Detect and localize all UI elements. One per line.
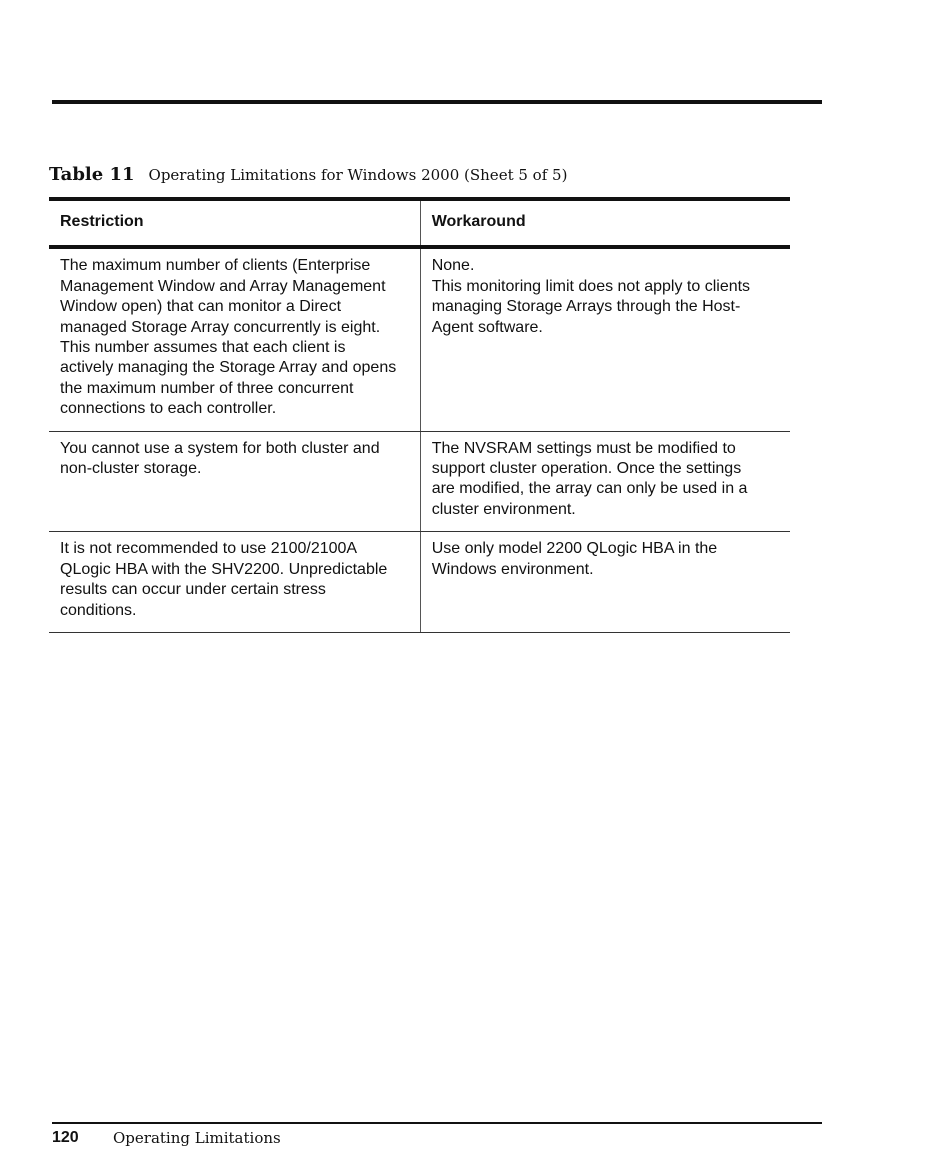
column-header-workaround: Workaround bbox=[420, 199, 790, 247]
table-row bbox=[49, 532, 790, 633]
cell-line: It is not recommended to use 2100/2100A bbox=[60, 540, 358, 558]
header-rule bbox=[52, 100, 822, 104]
cell-line: the maximum number of three concurrent bbox=[60, 379, 354, 397]
cell-line: non-cluster storage. bbox=[60, 460, 202, 478]
cell-line: managing Storage Arrays through the Host- bbox=[431, 298, 741, 316]
cell-line: None. bbox=[431, 257, 475, 275]
cell-line: Windows environment. bbox=[431, 560, 594, 578]
page-number: 120 bbox=[52, 1129, 79, 1146]
cell-line: connections to each controller. bbox=[60, 400, 277, 418]
table-row bbox=[49, 431, 790, 532]
workaround-cell bbox=[420, 532, 790, 633]
cell-line: Agent software. bbox=[431, 318, 543, 336]
cell-line: results can occur under certain stress bbox=[60, 581, 326, 599]
cell-line: You cannot use a system for both cluster and bbox=[60, 439, 380, 457]
restriction-cell bbox=[49, 247, 420, 431]
footer-rule bbox=[52, 1122, 822, 1124]
restriction-cell bbox=[49, 532, 420, 633]
table-header-row bbox=[49, 199, 790, 247]
workaround-cell bbox=[420, 247, 790, 431]
column-header-restriction: Restriction bbox=[49, 199, 420, 247]
cell-line: cluster environment. bbox=[431, 500, 576, 518]
table-caption bbox=[49, 164, 567, 185]
cell-line: This number assumes that each client is bbox=[60, 339, 346, 357]
operating-limitations-table bbox=[49, 197, 790, 633]
cell-line: The maximum number of clients (Enterprise bbox=[60, 257, 371, 275]
restriction-cell bbox=[49, 431, 420, 532]
cell-line: Use only model 2200 QLogic HBA in the bbox=[431, 540, 718, 558]
cell-line: managed Storage Array concurrently is eight. bbox=[60, 318, 381, 336]
cell-line: actively managing the Storage Array and opens bbox=[60, 359, 397, 377]
workaround-cell bbox=[420, 431, 790, 532]
cell-line: support cluster operation. Once the settings bbox=[431, 460, 742, 478]
cell-line: This monitoring limit does not apply to clients bbox=[431, 277, 751, 295]
cell-line: QLogic HBA with the SHV2200. Unpredictable bbox=[60, 560, 388, 578]
cell-line: conditions. bbox=[60, 601, 137, 619]
cell-line: Management Window and Array Management bbox=[60, 277, 386, 295]
table-title: Operating Limitations for Windows 2000 (Sheet 5 of 5) bbox=[148, 166, 568, 184]
footer-section-title: Operating Limitations bbox=[113, 1129, 281, 1147]
cell-line: The NVSRAM settings must be modified to bbox=[431, 439, 736, 457]
cell-line: are modified, the array can only be used in a bbox=[431, 480, 748, 498]
table-label: Table 11 bbox=[49, 164, 135, 185]
cell-line: Window open) that can monitor a Direct bbox=[60, 298, 342, 316]
table-row bbox=[49, 247, 790, 431]
